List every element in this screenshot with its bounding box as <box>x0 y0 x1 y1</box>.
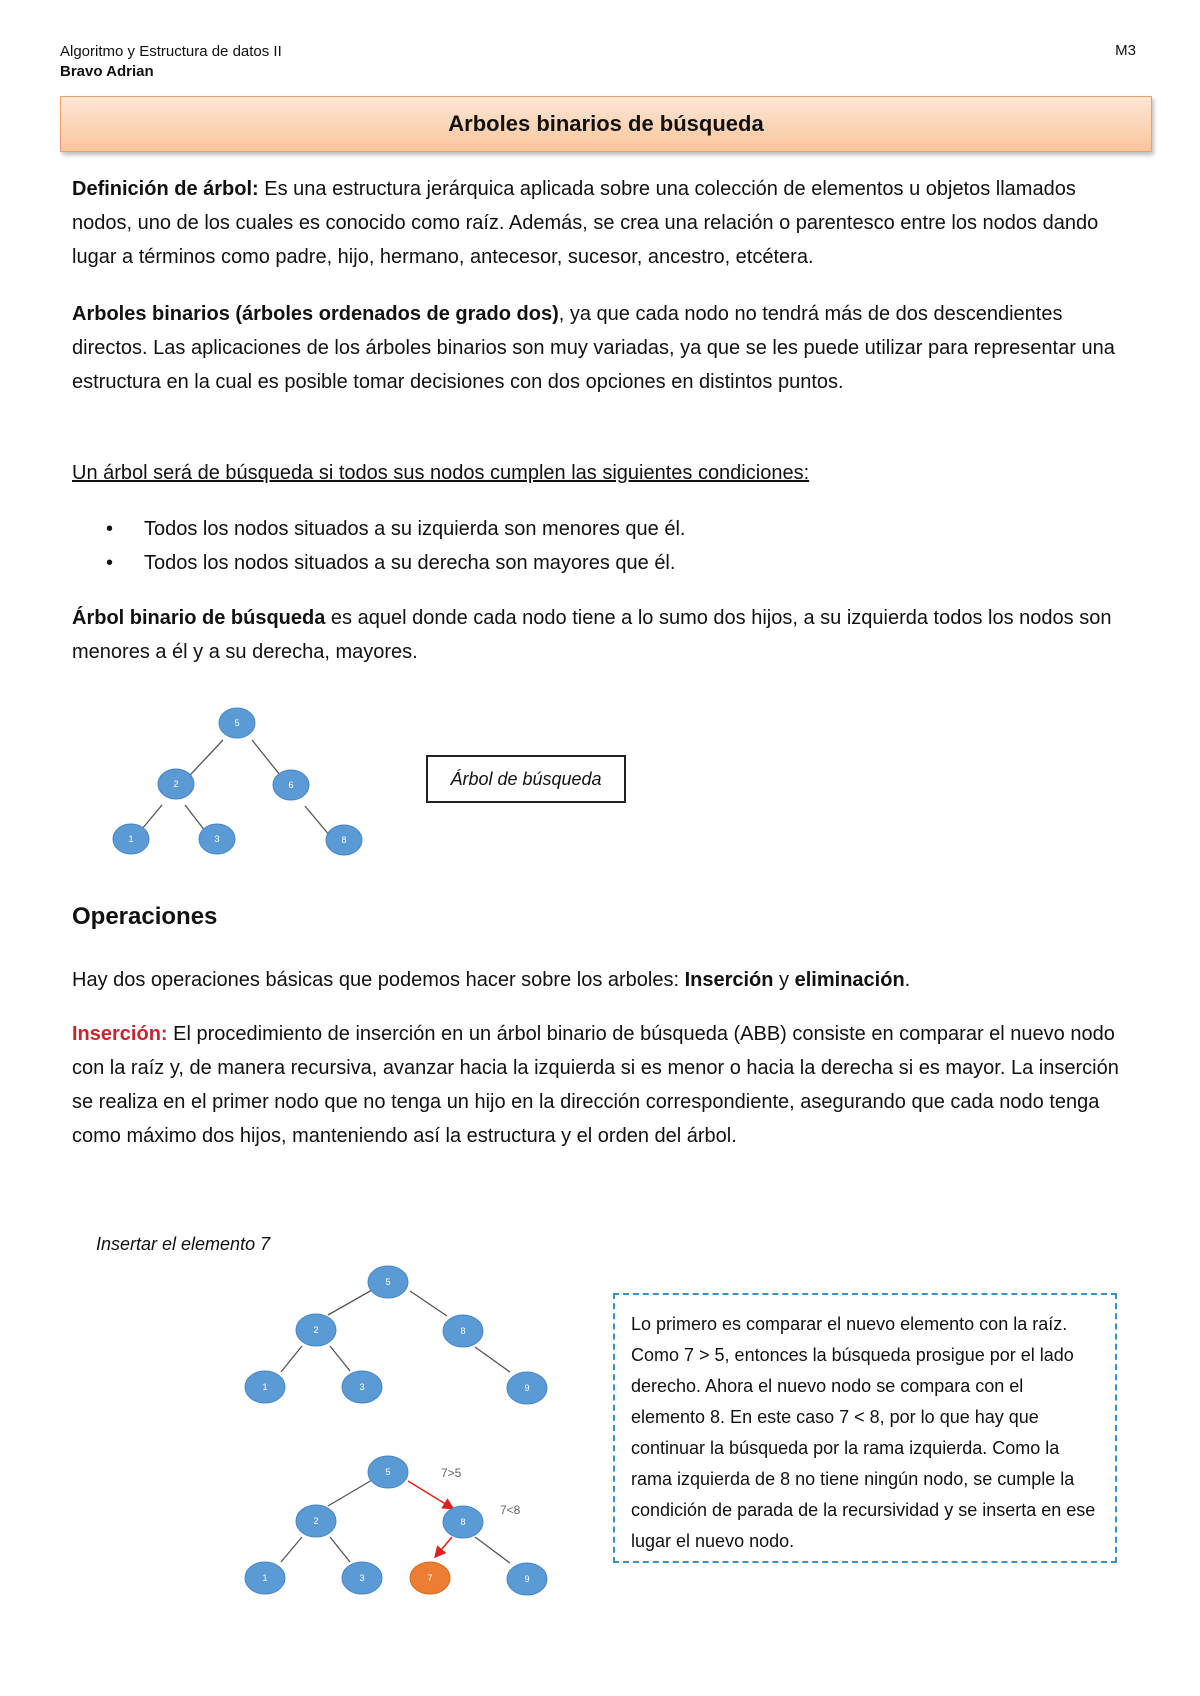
svg-text:9: 9 <box>524 1383 530 1393</box>
tree-node <box>368 1456 408 1488</box>
svg-text:5: 5 <box>385 1277 391 1287</box>
tree-node <box>326 825 362 855</box>
insertion-text: El procedimiento de inserción en un árbol binario de búsqueda (ABB) consiste en comparar el nuevo nodo con la raíz y, de manera recursiva, avanzar hacia la izquierda si es menor o hacia la derecha si es mayor. La inserción se realiza en el primer nodo que no tenga un hijo en la dirección correspondiente, asegurando que cada nodo tenga como máximo dos hijos, manteniendo así la estructura y el orden del árbol. <box>72 1023 1119 1147</box>
svg-text:2: 2 <box>173 779 179 789</box>
operations-intro <box>72 963 1132 997</box>
tree-node <box>219 708 255 738</box>
page-title: Arboles binarios de búsqueda <box>60 96 1152 152</box>
tree-node <box>443 1315 483 1347</box>
tree-node <box>342 1371 382 1403</box>
svg-text:3: 3 <box>359 1382 365 1392</box>
svg-text:8: 8 <box>341 835 347 845</box>
svg-text:5: 5 <box>234 718 240 728</box>
search-tree-nodes <box>113 708 362 855</box>
svg-text:1: 1 <box>262 1382 268 1392</box>
svg-text:8: 8 <box>460 1326 466 1336</box>
svg-text:5: 5 <box>385 1467 391 1477</box>
tree-edge <box>475 1537 510 1563</box>
module-code: M3 <box>1115 42 1136 59</box>
example-tree-before-nodes <box>245 1266 547 1404</box>
operation-insertion: Inserción <box>684 969 774 991</box>
svg-text:9: 9 <box>524 1574 530 1584</box>
svg-text:3: 3 <box>214 834 220 844</box>
abb-text: es aquel donde cada nodo tiene a lo sumo dos hijos, a su izquierda todos los nodos son menores a él y a su derecha, mayores. <box>72 607 1112 663</box>
example-tree-after-nodes <box>245 1456 547 1595</box>
tree-node <box>113 824 149 854</box>
compare-label-2: 7<8 <box>500 1503 521 1517</box>
tree-node <box>296 1505 336 1537</box>
tree-edge <box>328 1480 372 1506</box>
svg-text:7: 7 <box>427 1573 433 1583</box>
tree-node <box>342 1562 382 1594</box>
tree-caption-box: Árbol de búsqueda <box>426 755 626 803</box>
svg-text:6: 6 <box>288 780 294 790</box>
definition-text: Es una estructura jerárquica aplicada sobre una colección de elementos u objetos llamados nodos, uno de los cuales es conocido como raíz. Además, se crea una relación o parentesco entre los nodos dando lugar a términos como padre, hijo, hermano, antecesor, sucesor, ancestro, etcétera. <box>72 178 1099 268</box>
tree-edge <box>330 1537 350 1562</box>
example-label: Insertar el elemento 7 <box>96 1234 271 1254</box>
binary-label: Arboles binarios (árboles ordenados de grado dos) <box>72 303 559 325</box>
tree-node <box>507 1563 547 1595</box>
tree-edge <box>475 1347 510 1372</box>
compare-label-1: 7>5 <box>441 1466 462 1480</box>
tree-node <box>368 1266 408 1298</box>
svg-text:2: 2 <box>313 1516 319 1526</box>
conditions-heading: Un árbol será de búsqueda si todos sus nodos cumplen las siguientes condiciones: <box>72 462 810 484</box>
inserted-node <box>410 1562 450 1594</box>
abb-label: Árbol binario de búsqueda <box>72 607 326 629</box>
tree-node <box>296 1314 336 1346</box>
list-item: • Todos los nodos situados a su izquierda son menores que él. <box>144 512 1132 546</box>
explanation-note: Lo primero es comparar el nuevo elemento con la raíz. Como 7 > 5, entonces la búsqueda prosigue por el lado derecho. Ahora el nuevo nodo se compara con el elemento 8. En este caso 7 < 8, por lo que hay que continuar la búsqueda por la rama izquierda. Como la rama izquierda de 8 no tiene ningún nodo, se cumple la condición de parada de la recursividad y se inserta en ese lugar el nuevo nodo. <box>613 1293 1117 1563</box>
tree-node <box>245 1371 285 1403</box>
list-item: • Todos los nodos situados a su derecha son mayores que él. <box>144 546 1132 580</box>
operation-deletion: eliminación <box>794 969 905 991</box>
tree-node <box>199 824 235 854</box>
svg-text:2: 2 <box>313 1325 319 1335</box>
tree-node <box>158 769 194 799</box>
operations-intro-mid: y <box>773 969 795 991</box>
tree-edge <box>281 1537 302 1562</box>
tree-edge <box>410 1291 447 1316</box>
insertion-paragraph <box>72 1017 1132 1153</box>
svg-text:8: 8 <box>460 1517 466 1527</box>
binary-text: , ya que cada nodo no tendrá más de dos descendientes directos. Las aplicaciones de los árboles binarios son muy variadas, ya que se les puede utilizar para representar una estructura en la cual es posible tomar decisiones con dos opciones en distintos puntos. <box>72 303 1115 393</box>
svg-text:1: 1 <box>262 1573 268 1583</box>
operations-heading: Operaciones <box>72 903 218 930</box>
arrow-left <box>436 1537 452 1556</box>
course-name: Algoritmo y Estructura de datos II <box>60 43 282 60</box>
svg-text:3: 3 <box>359 1573 365 1583</box>
svg-text:1: 1 <box>128 834 134 844</box>
arrow-right <box>408 1481 452 1508</box>
insertion-label: Inserción: <box>72 1023 168 1045</box>
tree-edge <box>281 1346 302 1372</box>
author-name: Bravo Adrian <box>60 63 154 80</box>
tree-node <box>443 1506 483 1538</box>
operations-intro-text: Hay dos operaciones básicas que podemos hacer sobre los arboles: <box>72 969 685 991</box>
operations-intro-end: . <box>904 969 911 991</box>
definition-label: Definición de árbol: <box>72 178 259 200</box>
tree-node <box>245 1562 285 1594</box>
tree-node <box>507 1372 547 1404</box>
tree-edge <box>330 1346 350 1371</box>
tree-node <box>273 770 309 800</box>
tree-edge <box>328 1290 372 1315</box>
